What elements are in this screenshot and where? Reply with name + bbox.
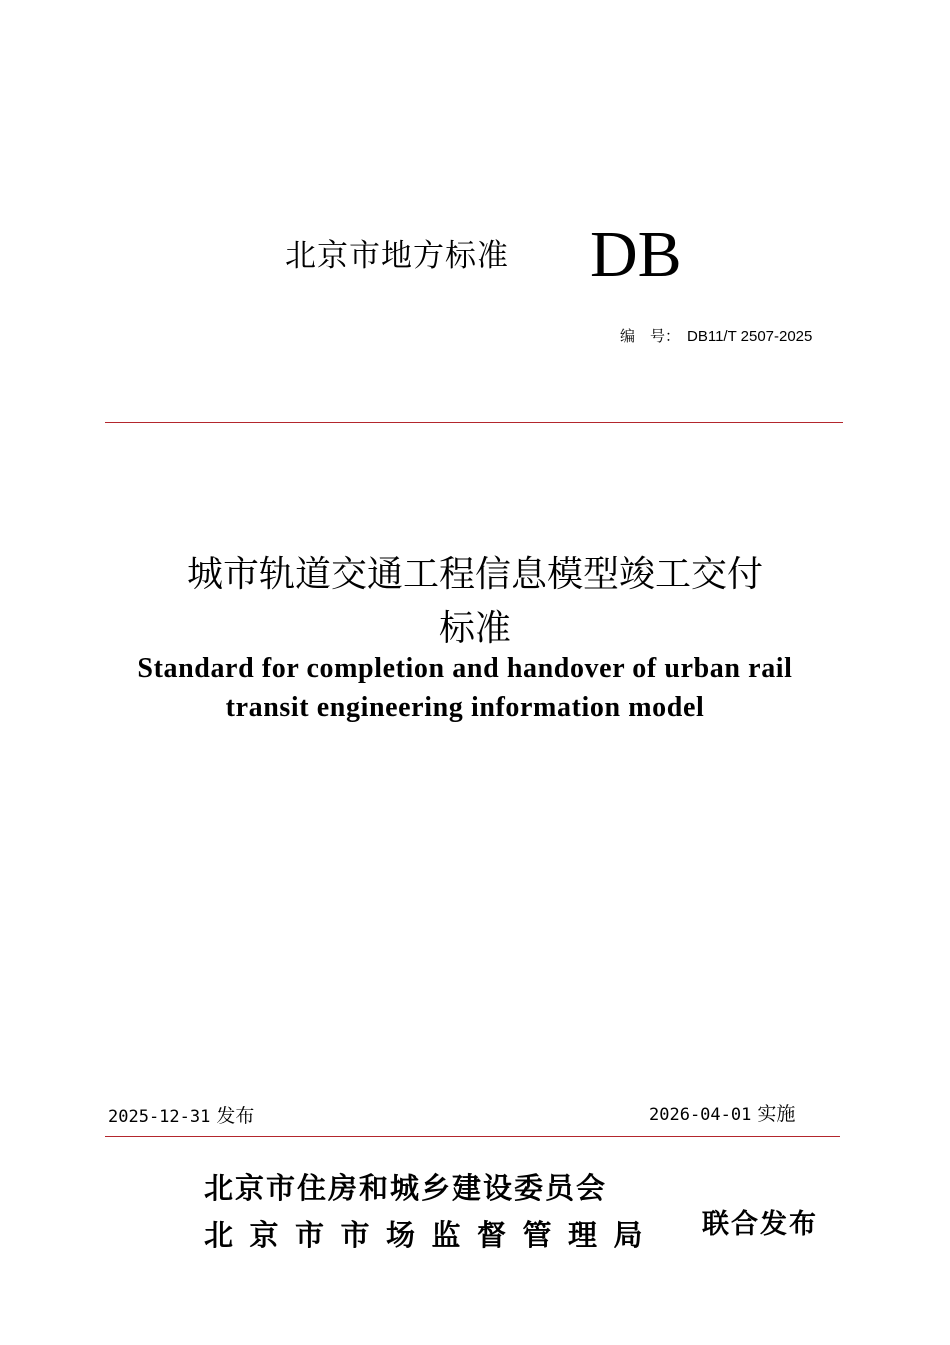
standard-code-row: [620, 325, 812, 346]
title-en-line-2: transit engineering information model: [225, 692, 705, 723]
effective-date: 2026-04-01: [649, 1105, 752, 1125]
publish-label: 发布: [216, 1105, 255, 1127]
joint-publish-label: 联合发布: [702, 1209, 818, 1240]
publish-date: 2025-12-31: [108, 1107, 211, 1127]
publish-date-row: [108, 1101, 254, 1128]
issuer-market-regulation: 北京市市场监督管理局: [204, 1218, 660, 1252]
issuer-housing-commission: 北京市住房和城乡建设委员会: [204, 1171, 608, 1205]
effective-date-row: [649, 1099, 795, 1126]
effective-label: 实施: [757, 1103, 796, 1125]
title-cn-line-1: 城市轨道交通工程信息模型竣工交付: [186, 554, 763, 595]
db-logo: DB: [590, 218, 682, 291]
standard-type-label: 北京市地方标准: [285, 238, 509, 274]
title-en-line-1: Standard for completion and handover of urban rail: [137, 653, 793, 684]
standard-code-value: DB11/T 2507-2025: [687, 328, 813, 345]
standard-code-label: 编 号：: [620, 328, 681, 345]
top-divider: [105, 422, 843, 423]
title-cn-line-2: 标准: [438, 608, 511, 649]
bottom-divider: [105, 1136, 840, 1137]
